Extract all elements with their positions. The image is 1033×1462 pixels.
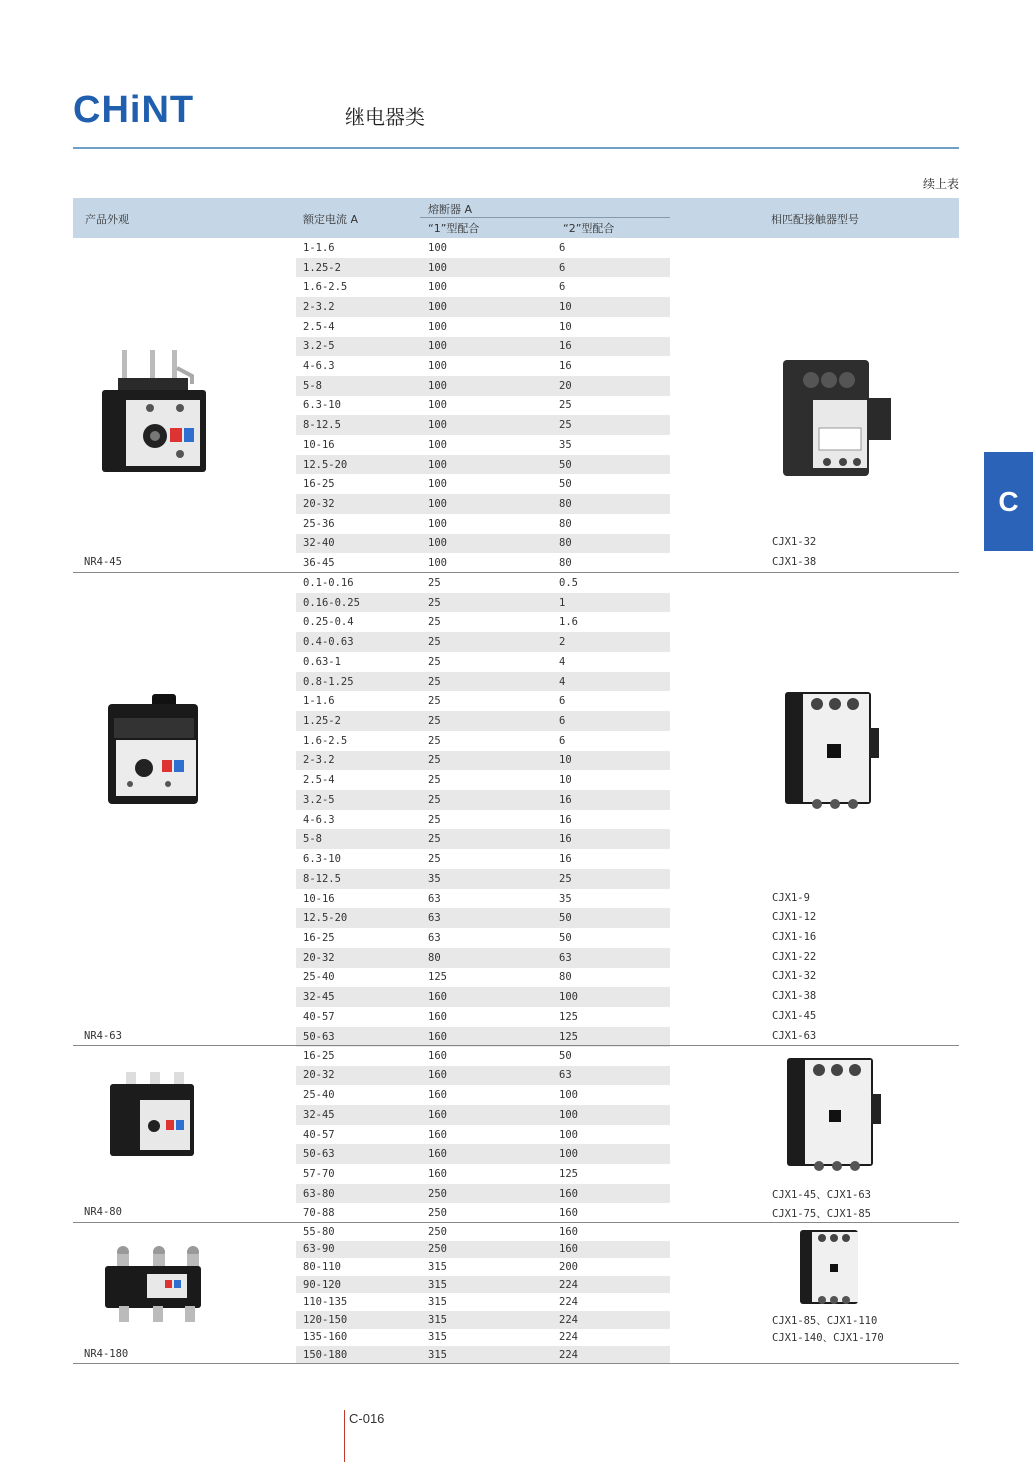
cell-rated-current: 4-6.3 — [303, 360, 335, 373]
page-title: 继电器类 — [345, 105, 425, 129]
table-row — [296, 1007, 670, 1027]
cell-rated-current: 1.25-2 — [303, 714, 341, 727]
cell-rated-current: 1.25-2 — [303, 261, 341, 274]
table-row — [296, 474, 670, 494]
section-tab-c[interactable]: C — [984, 452, 1033, 551]
cell-type2: 224 — [559, 1296, 578, 1309]
cell-type2: 16 — [559, 360, 572, 373]
model-label: NR4-80 — [84, 1206, 122, 1219]
cell-rated-current: 2.5-4 — [303, 774, 335, 787]
header-divider — [73, 147, 959, 149]
table-row — [296, 435, 670, 455]
cell-rated-current: 1.6-2.5 — [303, 281, 348, 294]
cell-type1: 100 — [428, 517, 447, 530]
cell-type1: 315 — [428, 1296, 447, 1309]
cell-type1: 25 — [428, 576, 441, 589]
cell-type1: 25 — [428, 833, 441, 846]
cell-rated-current: 12.5-20 — [303, 912, 348, 925]
nr4-63-relay-image — [108, 694, 200, 808]
table-row — [296, 612, 670, 632]
table-row — [296, 1164, 670, 1184]
nr4-45-relay-image — [100, 348, 208, 480]
contactor-image-2 — [783, 688, 879, 816]
cell-type2: 16 — [559, 853, 572, 866]
contactor-image-3 — [785, 1054, 881, 1176]
cell-rated-current: 8-12.5 — [303, 872, 341, 885]
table-row — [296, 889, 670, 909]
cell-rated-current: 20-32 — [303, 951, 335, 964]
table-row — [296, 731, 670, 751]
cell-type2: 25 — [559, 399, 572, 412]
cell-type1: 315 — [428, 1348, 447, 1361]
cell-type1: 35 — [428, 872, 441, 885]
cell-type1: 160 — [428, 1128, 447, 1141]
cell-type2: 35 — [559, 438, 572, 451]
cell-type2: 6 — [559, 241, 566, 254]
table-row — [296, 908, 670, 928]
cell-rated-current: 0.8-1.25 — [303, 675, 354, 688]
table-row — [296, 238, 670, 258]
contactor-image-1 — [781, 358, 893, 478]
cell-type1: 160 — [428, 991, 447, 1004]
cell-type1: 100 — [428, 281, 447, 294]
table-row — [296, 1223, 670, 1241]
contactor-image-4 — [798, 1226, 864, 1310]
col-type2: “2”型配合 — [563, 222, 615, 235]
cell-type2: 50 — [559, 458, 572, 471]
cell-rated-current: 32-45 — [303, 1108, 335, 1121]
table-row — [296, 770, 670, 790]
contactor-model: CJX1-38 — [772, 990, 817, 1003]
contactor-model: CJX1-32 — [772, 970, 817, 983]
cell-type1: 25 — [428, 675, 441, 688]
cell-type2: 63 — [559, 951, 572, 964]
cell-type1: 25 — [428, 596, 441, 609]
cell-type1: 25 — [428, 734, 441, 747]
cell-type1: 80 — [428, 951, 441, 964]
cell-rated-current: 10-16 — [303, 438, 335, 451]
cell-rated-current: 1.6-2.5 — [303, 734, 348, 747]
table-row — [296, 593, 670, 613]
table-row — [296, 751, 670, 771]
table-row — [296, 1046, 670, 1066]
cell-rated-current: 20-32 — [303, 497, 335, 510]
cell-type2: 100 — [559, 1148, 578, 1161]
table-row — [296, 987, 670, 1007]
cell-type1: 315 — [428, 1313, 447, 1326]
cell-type1: 100 — [428, 478, 447, 491]
brand-text: CHiNT — [73, 89, 195, 131]
cell-rated-current: 16-25 — [303, 478, 335, 491]
cell-type2: 50 — [559, 478, 572, 491]
cell-type1: 125 — [428, 971, 447, 984]
cell-type1: 25 — [428, 853, 441, 866]
cell-rated-current: 3.2-5 — [303, 340, 335, 353]
cell-type2: 35 — [559, 892, 572, 905]
table-row — [296, 1346, 670, 1364]
table-row — [296, 948, 670, 968]
cell-rated-current: 25-40 — [303, 1089, 335, 1102]
cell-type2: 160 — [559, 1243, 578, 1256]
cell-rated-current: 3.2-5 — [303, 793, 335, 806]
cell-type1: 160 — [428, 1148, 447, 1161]
cell-rated-current: 63-80 — [303, 1187, 335, 1200]
cell-type1: 63 — [428, 931, 441, 944]
cell-type1: 25 — [428, 616, 441, 629]
cell-type1: 25 — [428, 714, 441, 727]
table-row — [296, 1241, 670, 1259]
cell-type2: 50 — [559, 912, 572, 925]
table-row — [296, 494, 670, 514]
table-row — [296, 553, 670, 573]
nr4-180-relay-image — [103, 1244, 203, 1326]
cell-rated-current: 110-135 — [303, 1296, 348, 1309]
cell-rated-current: 1-1.6 — [303, 695, 335, 708]
model-label: NR4-180 — [84, 1348, 129, 1360]
table-row — [296, 514, 670, 534]
cell-type2: 4 — [559, 655, 566, 668]
cell-rated-current: 0.1-0.16 — [303, 576, 354, 589]
cell-rated-current: 1-1.6 — [303, 241, 335, 254]
cell-rated-current: 4-6.3 — [303, 813, 335, 826]
cell-rated-current: 2-3.2 — [303, 754, 335, 767]
cell-rated-current: 6.3-10 — [303, 853, 341, 866]
cell-type1: 160 — [428, 1010, 447, 1023]
continued-label: 续上表 — [922, 177, 959, 191]
cell-rated-current: 0.4-0.63 — [303, 636, 354, 649]
col-fuse: 熔断器 A — [428, 203, 473, 216]
cell-type2: 160 — [559, 1225, 578, 1238]
table-row — [296, 928, 670, 948]
cell-type2: 1.6 — [559, 616, 578, 629]
table-row — [296, 258, 670, 278]
cell-type1: 100 — [428, 419, 447, 432]
cell-rated-current: 32-45 — [303, 991, 335, 1004]
contactor-model: CJX1-45 — [772, 1009, 817, 1022]
cell-rated-current: 50-63 — [303, 1148, 335, 1161]
col-rated-current: 额定电流 A — [303, 213, 359, 226]
table-row — [296, 1027, 670, 1047]
cell-type1: 160 — [428, 1167, 447, 1180]
cell-rated-current: 25-40 — [303, 971, 335, 984]
cell-type2: 63 — [559, 1069, 572, 1082]
cell-type1: 100 — [428, 300, 447, 313]
contactor-model: CJX1-9 — [772, 891, 810, 904]
contactor-model: CJX1-12 — [772, 911, 817, 924]
table-row — [296, 1276, 670, 1294]
cell-type1: 100 — [428, 557, 447, 570]
cell-type2: 100 — [559, 991, 578, 1004]
cell-rated-current: 12.5-20 — [303, 458, 348, 471]
cell-rated-current: 40-57 — [303, 1010, 335, 1023]
cell-type2: 0.5 — [559, 576, 578, 589]
cell-type2: 80 — [559, 971, 572, 984]
cell-type1: 100 — [428, 458, 447, 471]
table-row — [296, 1293, 670, 1311]
cell-type1: 250 — [428, 1187, 447, 1200]
table-row — [296, 1144, 670, 1164]
cell-type1: 63 — [428, 892, 441, 905]
cell-rated-current: 120-150 — [303, 1313, 348, 1326]
cell-type1: 100 — [428, 261, 447, 274]
page-number: C-016 — [349, 1411, 385, 1426]
cell-type2: 80 — [559, 537, 572, 550]
table-row — [296, 1184, 670, 1204]
cell-type1: 100 — [428, 379, 447, 392]
group-divider — [73, 1363, 959, 1364]
cell-type2: 50 — [559, 931, 572, 944]
cell-type1: 100 — [428, 340, 447, 353]
fuse-subheader-rule — [420, 217, 670, 218]
cell-rated-current: 25-36 — [303, 517, 335, 530]
cell-type1: 100 — [428, 438, 447, 451]
cell-type2: 50 — [559, 1049, 572, 1062]
contactor-model: CJX1-16 — [772, 931, 817, 943]
cell-rated-current: 90-120 — [303, 1278, 341, 1291]
contactor-model: CJX1-45、CJX1-63 — [772, 1188, 872, 1201]
cell-type2: 80 — [559, 557, 572, 570]
cell-rated-current: 0.16-0.25 — [303, 596, 360, 609]
cell-type1: 63 — [428, 912, 441, 925]
cell-type2: 10 — [559, 754, 572, 767]
table-row — [296, 1203, 670, 1223]
cell-type2: 200 — [559, 1260, 578, 1273]
cell-type2: 6 — [559, 281, 566, 294]
col-contactor: 相匹配接触器型号 — [771, 213, 859, 226]
table-row — [296, 691, 670, 711]
table-row — [296, 277, 670, 297]
cell-type2: 224 — [559, 1331, 578, 1344]
contactor-model: CJX1-32 — [772, 536, 817, 549]
cell-rated-current: 8-12.5 — [303, 419, 341, 432]
footer-divider — [344, 1410, 345, 1462]
cell-type1: 25 — [428, 695, 441, 708]
cell-type1: 100 — [428, 360, 447, 373]
cell-rated-current: 40-57 — [303, 1128, 335, 1141]
cell-type1: 25 — [428, 636, 441, 649]
cell-type1: 315 — [428, 1331, 447, 1344]
cell-type2: 100 — [559, 1108, 578, 1121]
cell-type2: 20 — [559, 379, 572, 392]
cell-type2: 80 — [559, 517, 572, 530]
table-row — [296, 632, 670, 652]
cell-rated-current: 135-160 — [303, 1331, 348, 1344]
cell-type2: 16 — [559, 793, 572, 806]
chint-logo — [73, 88, 194, 132]
cell-rated-current: 2-3.2 — [303, 300, 335, 313]
table-row — [296, 711, 670, 731]
table-row — [296, 790, 670, 810]
table-row — [296, 1066, 670, 1086]
cell-type2: 100 — [559, 1128, 578, 1141]
cell-type1: 315 — [428, 1278, 447, 1291]
cell-type2: 16 — [559, 813, 572, 826]
table-row — [296, 1311, 670, 1329]
table-row — [296, 652, 670, 672]
cell-type1: 25 — [428, 655, 441, 668]
cell-type2: 6 — [559, 734, 566, 747]
contactor-model: CJX1-140、CJX1-170 — [772, 1332, 884, 1345]
cell-type2: 80 — [559, 497, 572, 510]
cell-type2: 224 — [559, 1313, 578, 1326]
cell-type2: 125 — [559, 1010, 578, 1023]
cell-type1: 25 — [428, 754, 441, 767]
cell-rated-current: 0.63-1 — [303, 655, 341, 668]
cell-type2: 6 — [559, 714, 566, 727]
table-row — [296, 455, 670, 475]
cell-type1: 100 — [428, 399, 447, 412]
cell-rated-current: 0.25-0.4 — [303, 616, 354, 629]
cell-type1: 160 — [428, 1049, 447, 1062]
table-header — [73, 198, 959, 238]
cell-rated-current: 6.3-10 — [303, 399, 341, 412]
cell-type1: 25 — [428, 793, 441, 806]
cell-type1: 100 — [428, 320, 447, 333]
cell-type2: 10 — [559, 774, 572, 787]
cell-type1: 100 — [428, 497, 447, 510]
cell-type2: 1 — [559, 596, 566, 609]
cell-rated-current: 10-16 — [303, 892, 335, 905]
table-row — [296, 534, 670, 554]
table-row — [296, 869, 670, 889]
cell-type1: 25 — [428, 813, 441, 826]
table-row — [296, 1085, 670, 1105]
cell-rated-current: 50-63 — [303, 1030, 335, 1043]
cell-type2: 224 — [559, 1278, 578, 1291]
table-row — [296, 337, 670, 357]
col-type1: “1”型配合 — [428, 222, 480, 235]
cell-type2: 125 — [559, 1030, 578, 1043]
cell-type2: 4 — [559, 675, 566, 688]
cell-type2: 2 — [559, 636, 566, 649]
cell-type2: 16 — [559, 340, 572, 353]
contactor-model: CJX1-63 — [772, 1029, 817, 1042]
cell-rated-current: 55-80 — [303, 1225, 335, 1238]
cell-type1: 160 — [428, 1089, 447, 1102]
cell-rated-current: 32-40 — [303, 537, 335, 550]
contactor-model: CJX1-22 — [772, 950, 817, 963]
cell-type2: 125 — [559, 1167, 578, 1180]
cell-rated-current: 70-88 — [303, 1207, 335, 1220]
table-row — [296, 573, 670, 593]
cell-rated-current: 150-180 — [303, 1348, 348, 1361]
table-row — [296, 1105, 670, 1125]
cell-rated-current: 16-25 — [303, 1049, 335, 1062]
cell-type2: 224 — [559, 1348, 578, 1361]
cell-type2: 6 — [559, 261, 566, 274]
cell-type2: 160 — [559, 1187, 578, 1200]
cell-rated-current: 20-32 — [303, 1069, 335, 1082]
contactor-model: CJX1-85、CJX1-110 — [772, 1314, 878, 1327]
cell-rated-current: 5-8 — [303, 379, 322, 392]
table-row — [296, 829, 670, 849]
cell-rated-current: 63-90 — [303, 1243, 335, 1256]
col-appearance: 产品外观 — [85, 213, 129, 226]
table-row — [296, 1329, 670, 1347]
model-label: NR4-45 — [84, 556, 122, 569]
cell-rated-current: 36-45 — [303, 557, 335, 570]
cell-type1: 250 — [428, 1225, 447, 1238]
cell-type1: 160 — [428, 1108, 447, 1121]
contactor-model: CJX1-75、CJX1-85 — [772, 1208, 872, 1221]
cell-rated-current: 2.5-4 — [303, 320, 335, 333]
table-row — [296, 317, 670, 337]
table-row — [296, 415, 670, 435]
cell-type1: 250 — [428, 1207, 447, 1220]
table-row — [296, 356, 670, 376]
cell-type2: 25 — [559, 872, 572, 885]
cell-type1: 315 — [428, 1260, 447, 1273]
cell-rated-current: 5-8 — [303, 833, 322, 846]
table-row — [296, 672, 670, 692]
cell-rated-current: 80-110 — [303, 1260, 341, 1273]
cell-type2: 6 — [559, 695, 566, 708]
cell-type1: 100 — [428, 537, 447, 550]
cell-type2: 160 — [559, 1207, 578, 1220]
cell-rated-current: 16-25 — [303, 931, 335, 944]
model-label: NR4-63 — [84, 1029, 122, 1042]
table-row — [296, 1258, 670, 1276]
contactor-model: CJX1-38 — [772, 556, 817, 569]
nr4-80-relay-image — [108, 1070, 196, 1160]
cell-type2: 16 — [559, 833, 572, 846]
cell-type1: 160 — [428, 1069, 447, 1082]
cell-type2: 100 — [559, 1089, 578, 1102]
table-row — [296, 297, 670, 317]
table-row — [296, 396, 670, 416]
table-row — [296, 810, 670, 830]
table-row — [296, 849, 670, 869]
cell-type1: 100 — [428, 241, 447, 254]
cell-type1: 160 — [428, 1030, 447, 1043]
table-row — [296, 968, 670, 988]
cell-type2: 25 — [559, 419, 572, 432]
cell-type2: 10 — [559, 300, 572, 313]
cell-rated-current: 57-70 — [303, 1167, 335, 1180]
table-row — [296, 376, 670, 396]
cell-type1: 25 — [428, 774, 441, 787]
cell-type1: 250 — [428, 1243, 447, 1256]
cell-type2: 10 — [559, 320, 572, 333]
table-row — [296, 1125, 670, 1145]
